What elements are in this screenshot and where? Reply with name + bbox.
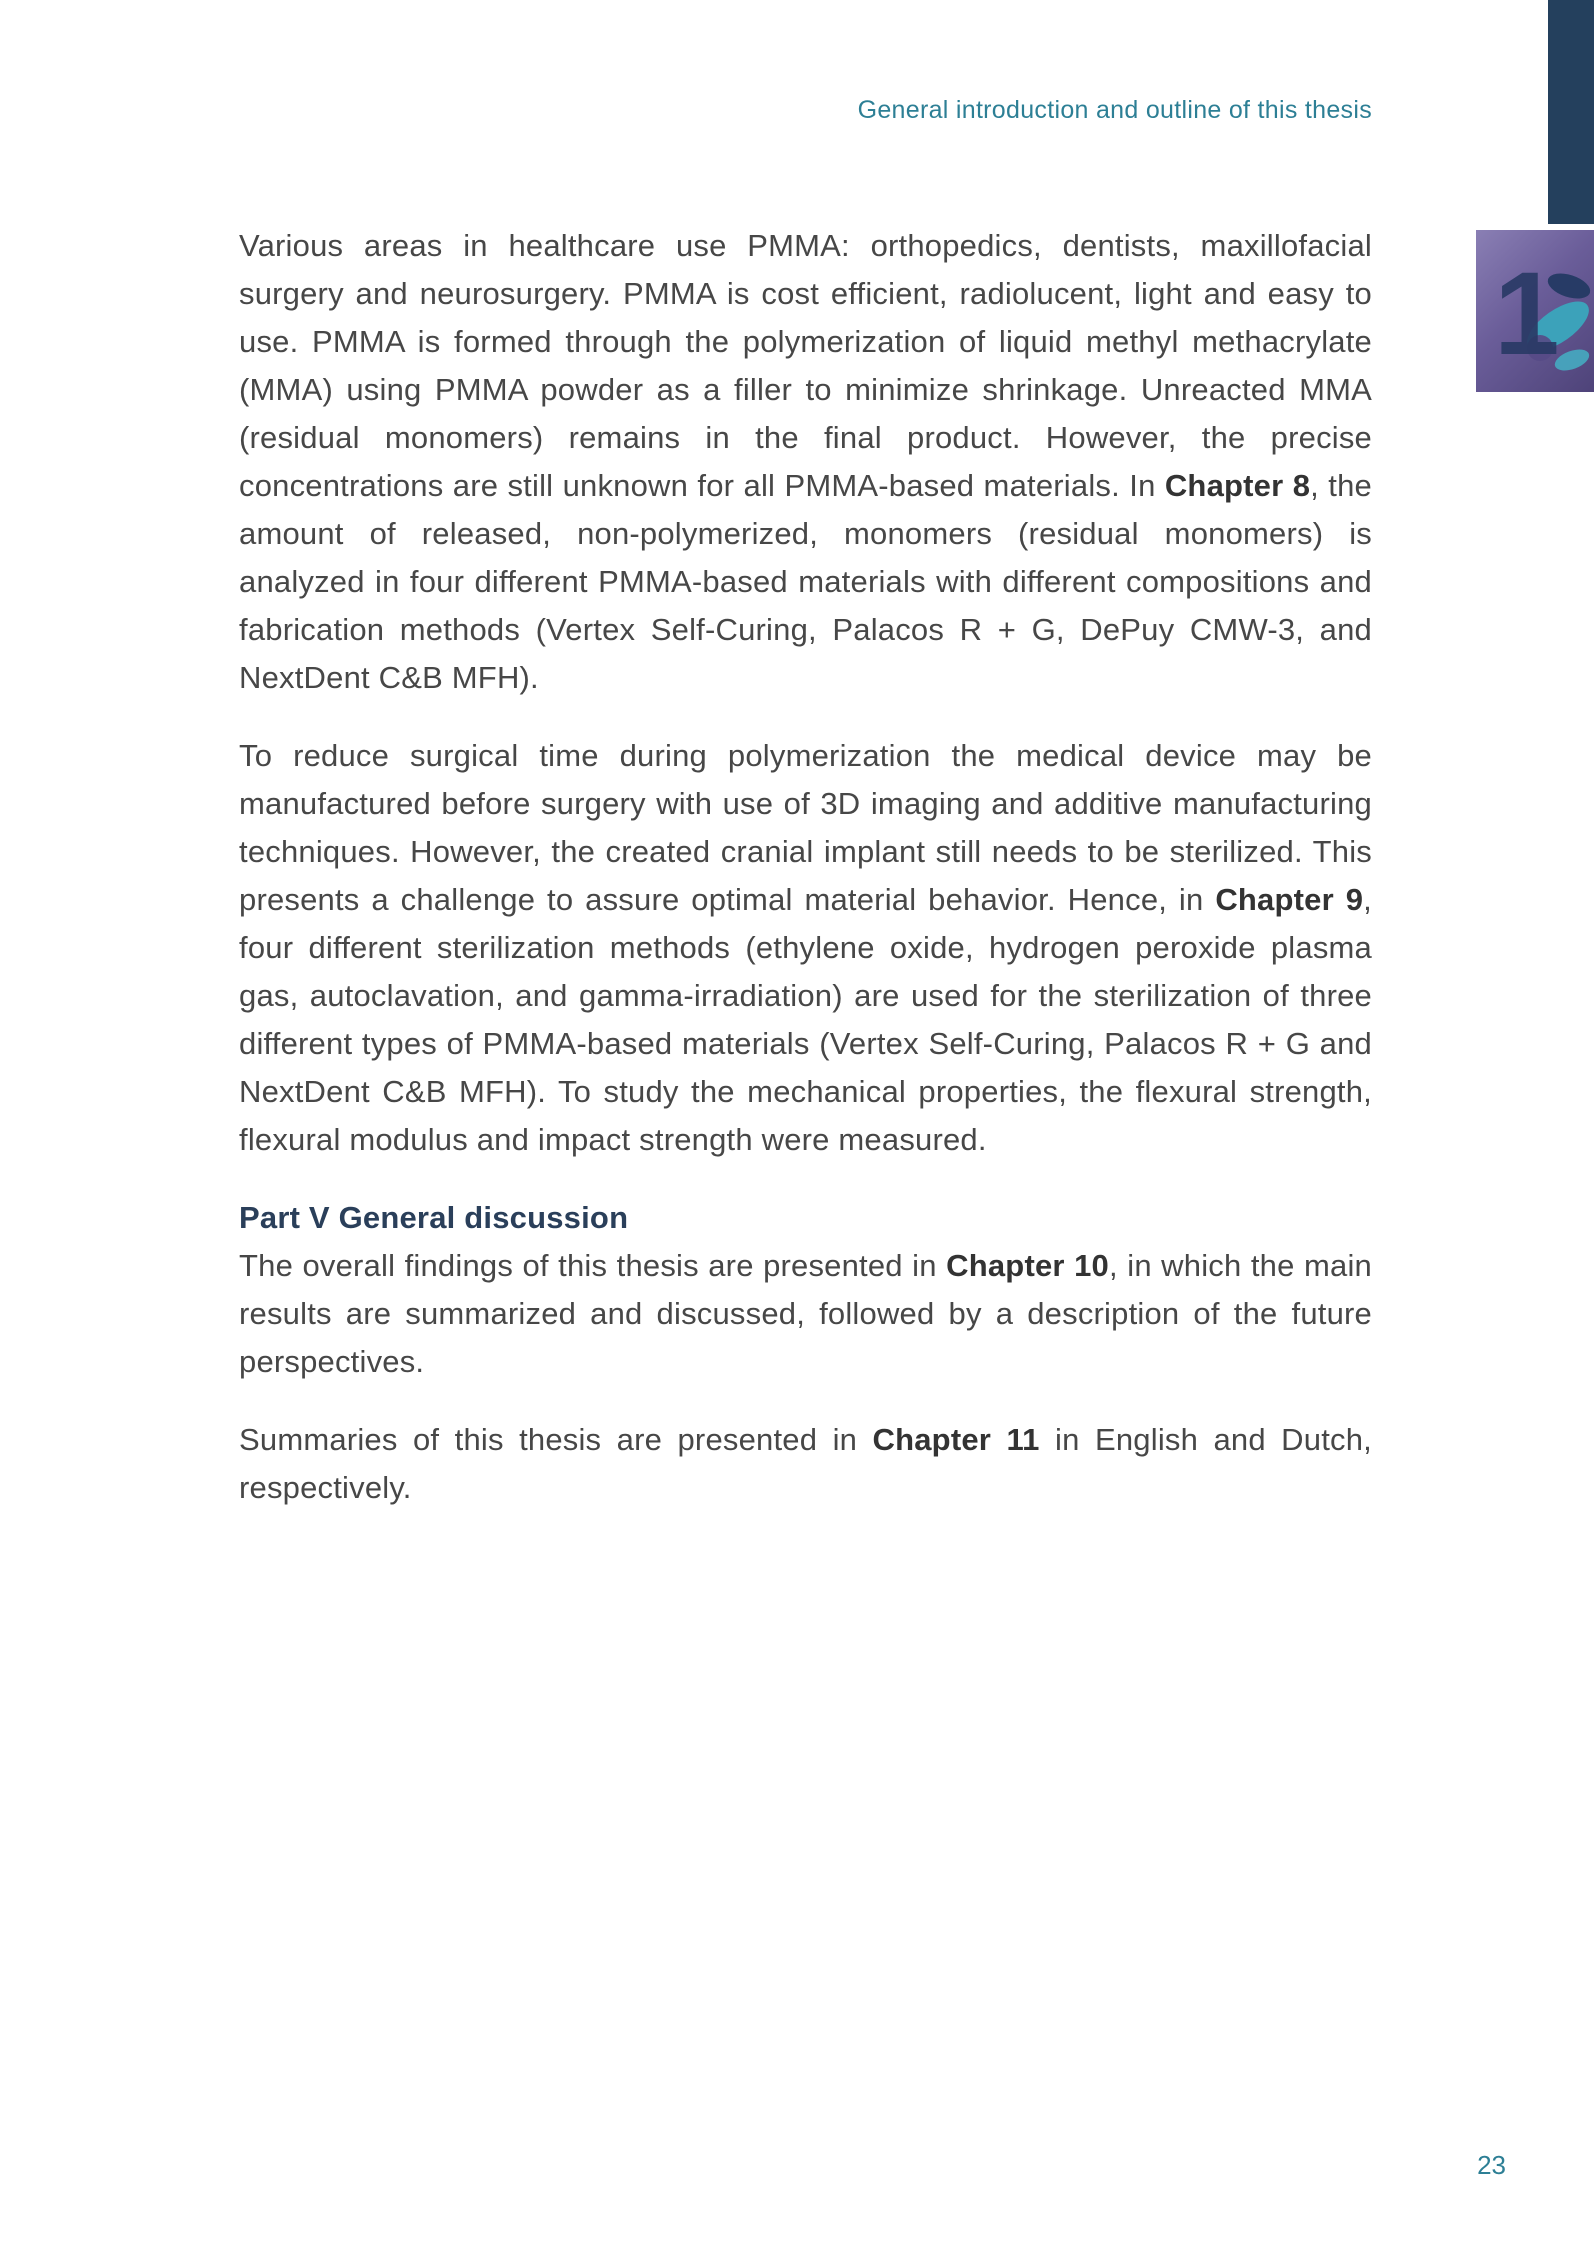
text-run: Various areas in healthcare use PMMA: orthopedics, dentists, maxillofacial surgery and neurosurgery. PMMA is cost efficient, radiolucent, light and easy to use. PMMA is formed through the polymerization of liquid methyl methacrylate (MMA) using PMMA powder as a filler to minimize shrinkage. Unreacted MMA (residual monomers) remains in the final product. However, the precise concentrations are still unknown for all PMMA-based materials. In — [239, 228, 1372, 503]
chapter-ref-10: Chapter 10 — [946, 1248, 1109, 1283]
paragraph-2 — [239, 732, 1372, 1164]
body-column — [239, 222, 1372, 1542]
chapter-ref-11: Chapter 11 — [872, 1422, 1040, 1457]
text-run: , the amount of released, non-polymerized, monomers (residual monomers) is analyzed in four different PMMA-based materials with different compositions and fabrication methods (Vertex Self-Curing, Palacos R + G, DePuy CMW-3, and NextDent C&B MFH). — [239, 468, 1372, 695]
page-number: 23 — [1477, 2150, 1506, 2180]
chapter-ref-9: Chapter 9 — [1215, 882, 1364, 917]
chapter-art — [1476, 230, 1594, 392]
paragraph-3 — [239, 1242, 1372, 1386]
chapter-tab — [1476, 230, 1594, 392]
text-run: Summaries of this thesis are presented in — [239, 1422, 873, 1457]
text-run: To reduce surgical time during polymerization the medical device may be manufactured before surgery with use of 3D imaging and additive manufacturing techniques. However, the created cranial implant still needs to be sterilized. This presents a challenge to assure optimal material behavior. Hence, in — [239, 738, 1372, 917]
running-head: General introduction and outline of this thesis — [857, 96, 1372, 124]
paragraph-4 — [239, 1416, 1372, 1512]
chapter-ref-8: Chapter 8 — [1164, 468, 1311, 503]
chapter-number: 1 — [1494, 248, 1560, 380]
paragraph-1 — [239, 222, 1372, 702]
text-run: , in which the main results are summarized and discussed, followed by a description of the future perspectives. — [239, 1248, 1372, 1379]
section-heading: Part V General discussion — [239, 1200, 629, 1235]
text-run: , four different sterilization methods (ethylene oxide, hydrogen peroxide plasma gas, autoclavation, and gamma-irradiation) are used for the sterilization of three different types of PMMA-based materials (Vertex Self-Curing, Palacos R + G and NextDent C&B MFH). To study the mechanical properties, the flexural strength, flexural modulus and impact strength were measured. — [239, 882, 1372, 1157]
text-run: in English and Dutch, respectively. — [239, 1422, 1372, 1505]
corner-bar — [1548, 0, 1594, 224]
text-run: The overall findings of this thesis are presented in — [239, 1248, 947, 1283]
